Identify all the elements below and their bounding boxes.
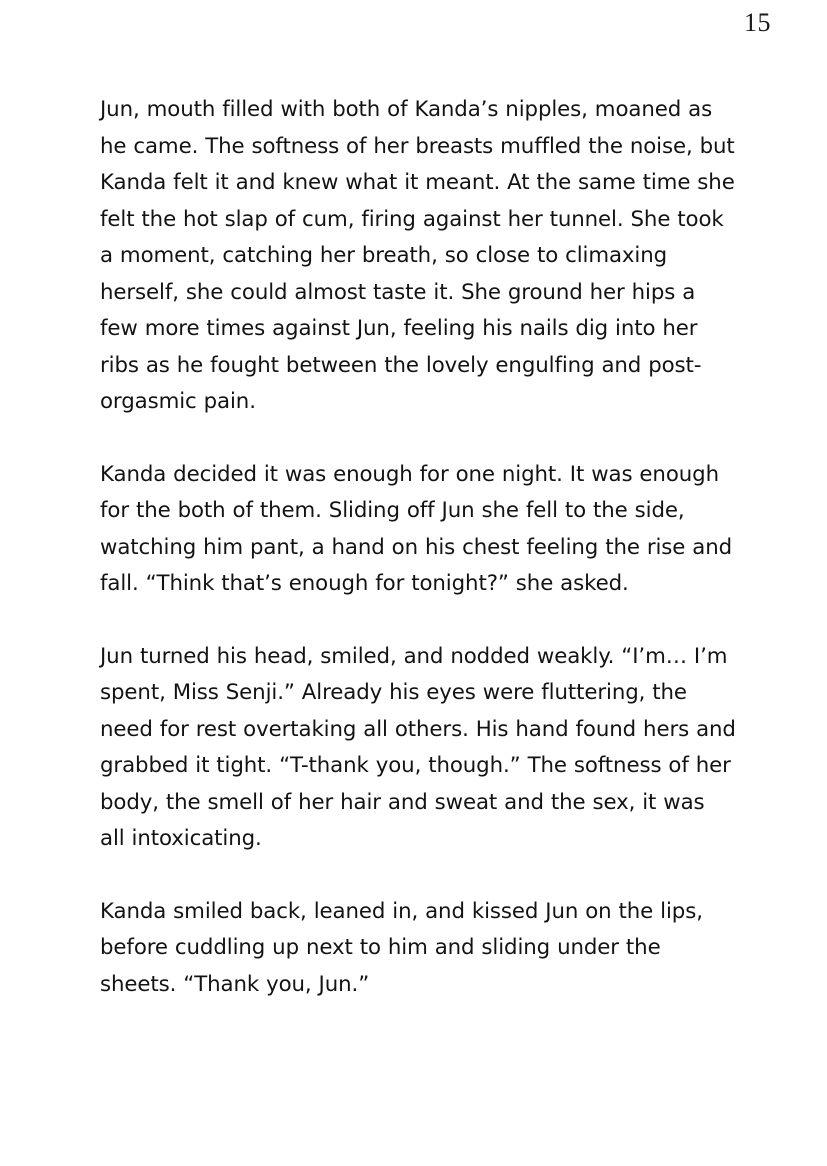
page-body — [100, 92, 736, 1003]
paragraph: Kanda decided it was enough for one night. It was enough for the both of them. Sliding off Jun she fell to the side, watching him pant, a hand on his chest feeling the rise and fall. “Think that’s enough for tonight?” she asked. — [100, 461, 733, 596]
paragraph: Jun turned his head, smiled, and nodded weakly. “I’m… I’m spent, Miss Senji.” Already his eyes were fluttering, the need for rest overtaking all others. His hand found hers and grabbed it tight. “T-thank you, though.” The softness of her body, the smell of her hair and sweat and the sex, it was all intoxicating. — [100, 643, 736, 851]
paragraph: Jun, mouth filled with both of Kanda’s nipples, moaned as he came. The softness of her breasts muffled the noise, but Kanda felt it and knew what it meant. At the same time she felt the hot slap of cum, firing against her tunnel. She took a moment, catching her breath, so close to climaxing herself, she could almost taste it. She ground her hips a few more times against Jun, feeling his nails dig into her ribs as he fought between the lovely engulfing and post-orgasmic pain. — [100, 97, 735, 414]
page-number: 15 — [744, 8, 771, 37]
paragraph: Kanda smiled back, leaned in, and kissed Jun on the lips, before cuddling up next to him and sliding under the sheets. “Thank you, Jun.” — [100, 898, 703, 997]
